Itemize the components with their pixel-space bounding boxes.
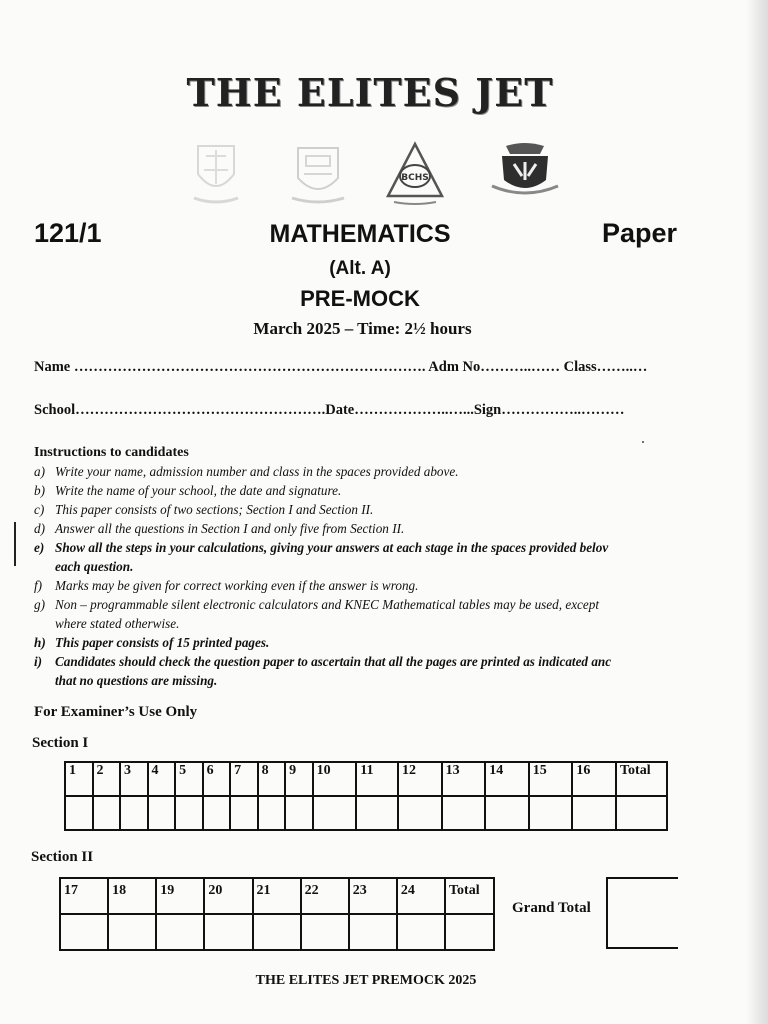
bchs-logo [384, 140, 446, 206]
instruction-item: e) Show all the steps in your calculations, giving your answers at each stage in the spaces provided belov [34, 540, 609, 555]
paper-code: 121/1 [34, 218, 102, 248]
table-header-cell: 9 [285, 762, 313, 796]
table-header-cell: 24 [397, 878, 445, 914]
table-header-cell: 3 [120, 762, 148, 796]
score-cell[interactable] [445, 914, 494, 950]
table-row [65, 762, 667, 796]
instruction-item: i) Candidates should check the question paper to ascertain that all the pages are printed as indicated anc [34, 654, 612, 669]
score-cell[interactable] [175, 796, 203, 830]
score-cell[interactable] [120, 796, 148, 830]
score-cell[interactable] [253, 914, 301, 950]
grand-total-box[interactable] [606, 877, 678, 949]
speck [642, 441, 644, 443]
paper-alternative: (Alt. A) [329, 258, 391, 279]
score-cell[interactable] [203, 796, 231, 830]
grand-total-label: Grand Total [512, 900, 591, 916]
table-header-cell: 8 [258, 762, 286, 796]
instruction-item: h) This paper consists of 15 printed pages. [34, 635, 270, 650]
examiner-heading: For Examiner’s Use Only [34, 704, 198, 720]
table-header-cell: 17 [60, 878, 108, 914]
brand-title: THE ELITES JET [186, 70, 554, 115]
score-cell[interactable] [156, 914, 204, 950]
instruction-item: that no questions are missing. [55, 673, 218, 688]
section1-heading: Section I [32, 735, 89, 751]
svg-text:BCHS: BCHS [401, 173, 429, 183]
table-header-cell: 13 [442, 762, 486, 796]
paper-label: Paper [602, 218, 678, 248]
table-header-cell: 2 [93, 762, 121, 796]
table-header-cell: 23 [349, 878, 397, 914]
table-header-cell: 21 [253, 878, 301, 914]
table-header-cell: 20 [204, 878, 252, 914]
instruction-item: b) Write the name of your school, the date and signature. [34, 483, 342, 498]
table-row [65, 796, 667, 830]
school-logos [180, 140, 580, 210]
score-cell[interactable] [313, 796, 357, 830]
table-header-cell: 12 [398, 762, 442, 796]
table-header-cell: 4 [148, 762, 176, 796]
score-cell[interactable] [529, 796, 573, 830]
score-cell[interactable] [230, 796, 258, 830]
table-header-cell: 7 [230, 762, 258, 796]
section2-marks-table [59, 877, 495, 951]
instruction-item: a) Write your name, admission number and class in the spaces provided above. [34, 464, 459, 479]
table-header-cell: 18 [108, 878, 156, 914]
school-date-sign-field[interactable]: School…………………………………………….Date………………..…...Sign……………..……… [34, 402, 625, 418]
table-header-cell: 22 [301, 878, 349, 914]
instruction-item: d) Answer all the questions in Section I and only five from Section II. [34, 521, 405, 536]
score-cell[interactable] [485, 796, 529, 830]
score-cell[interactable] [397, 914, 445, 950]
score-cell[interactable] [285, 796, 313, 830]
table-header-cell: 1 [65, 762, 93, 796]
score-cell[interactable] [65, 796, 93, 830]
name-adm-class-field[interactable]: Name ………………………………………………………………. Adm No………..…… Class……..… [34, 359, 648, 375]
table-header-cell: 5 [175, 762, 203, 796]
score-cell[interactable] [258, 796, 286, 830]
instruction-item: each question. [55, 559, 134, 574]
score-cell[interactable] [349, 914, 397, 950]
page-edge-shadow [746, 0, 768, 1024]
score-cell[interactable] [148, 796, 176, 830]
section2-heading: Section II [31, 849, 94, 865]
table-header-cell: Total [445, 878, 494, 914]
score-cell[interactable] [93, 796, 121, 830]
table-header-cell: 11 [356, 762, 398, 796]
exam-type: PRE-MOCK [300, 286, 420, 311]
table-header-cell: 15 [529, 762, 573, 796]
score-cell[interactable] [301, 914, 349, 950]
page-footer: THE ELITES JET PREMOCK 2025 [255, 973, 477, 988]
crest-logo-2 [288, 140, 348, 206]
score-cell[interactable] [108, 914, 156, 950]
instructions-list [34, 462, 684, 690]
bull-crest-logo [488, 140, 562, 200]
score-cell[interactable] [616, 796, 667, 830]
score-cell[interactable] [204, 914, 252, 950]
section1-marks-table [64, 761, 668, 831]
instruction-item: c) This paper consists of two sections; Section I and Section II. [34, 502, 374, 517]
score-cell[interactable] [356, 796, 398, 830]
margin-pen-mark [14, 522, 16, 566]
table-header-cell: 6 [203, 762, 231, 796]
crest-logo-1 [190, 140, 242, 206]
table-row [60, 878, 494, 914]
instruction-item: f) Marks may be given for correct working even if the answer is wrong. [34, 578, 419, 593]
score-cell[interactable] [572, 796, 616, 830]
table-header-cell: 14 [485, 762, 529, 796]
table-header-cell: Total [616, 762, 667, 796]
subject-title: MATHEMATICS [269, 220, 451, 248]
score-cell[interactable] [60, 914, 108, 950]
table-header-cell: 10 [313, 762, 357, 796]
instruction-item: where stated otherwise. [55, 616, 180, 631]
score-cell[interactable] [442, 796, 486, 830]
instructions-heading: Instructions to candidates [34, 445, 189, 460]
exam-date-time: March 2025 – Time: 2½ hours [253, 319, 472, 338]
table-header-cell: 19 [156, 878, 204, 914]
score-cell[interactable] [398, 796, 442, 830]
table-header-cell: 16 [572, 762, 616, 796]
table-row [60, 914, 494, 950]
instruction-item: g) Non – programmable silent electronic calculators and KNEC Mathematical tables may be used, except [34, 597, 600, 612]
